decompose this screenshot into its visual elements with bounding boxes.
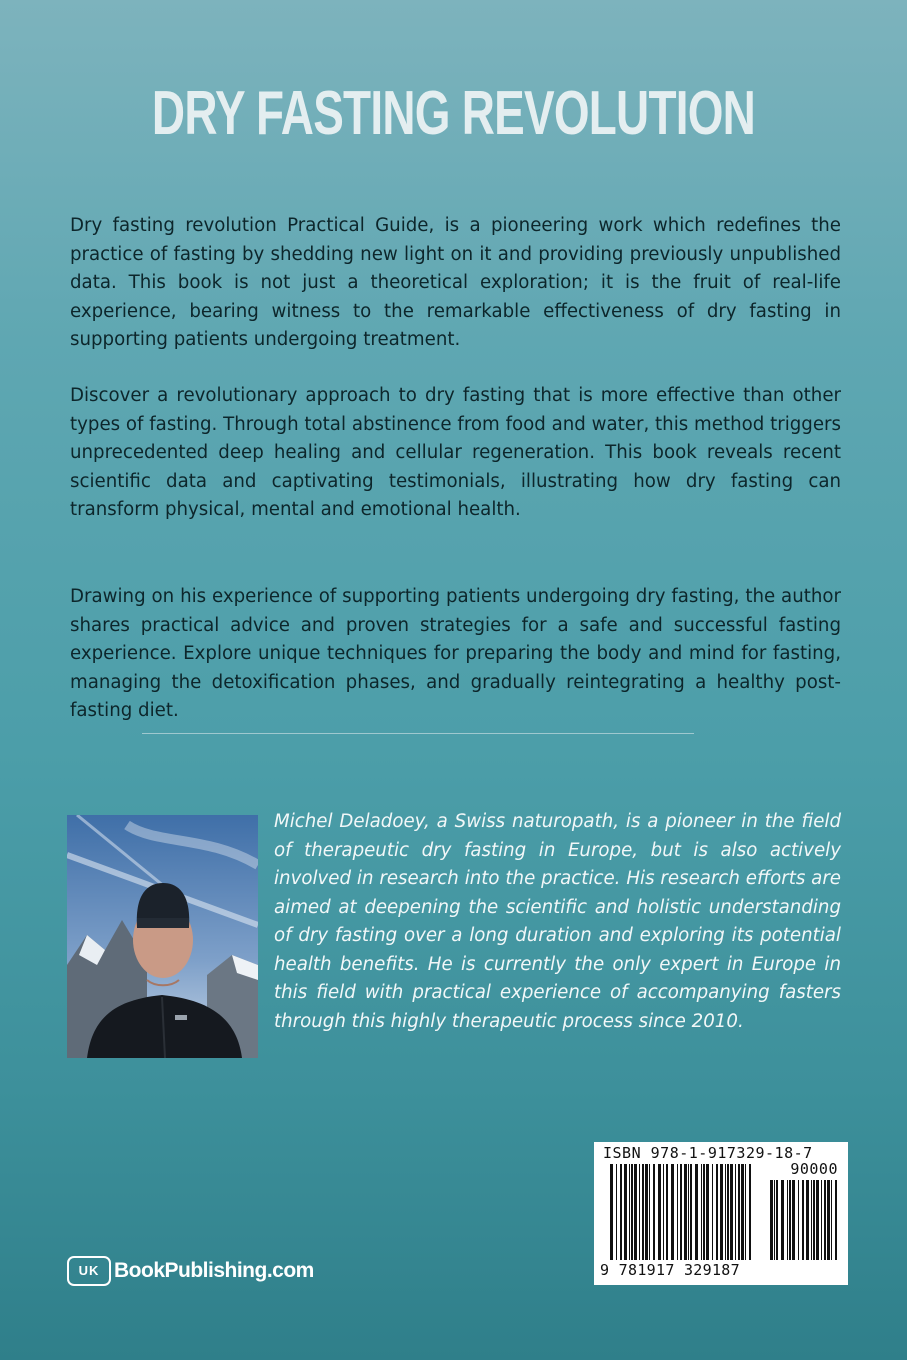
publisher-logo-mark: UK	[67, 1256, 111, 1286]
ean-digits: 9 781917 329187	[600, 1261, 740, 1279]
author-bio: Michel Deladoey, a Swiss naturopath, is a pioneer in the field of therapeutic dry fasting in Europe, but is also actively involved in research into the practice. His research efforts are aimed at deepening the scientific and holistic understanding of dry fasting over a long duration and exploring its potential health benefits. He is currently the only expert in Europe in this field with practical experience of accompanying fasters through this highly therapeutic process since 2010.	[274, 811, 841, 1032]
description-paragraph-1: Dry fasting revolution Practical Guide, is a pioneering work which redefines the practice of fasting by shedding new light on it and providing previously unpublished data. This book is not just a theoretical exploration; it is the fruit of real-life experience, bearing witness to the remarkable effectiveness of dry fasting in supporting patients undergoing treatment.	[70, 215, 841, 351]
isbn-number: ISBN 978-1-917329-18-7	[603, 1144, 813, 1162]
publisher-logo[interactable]	[67, 1254, 314, 1287]
author-photo	[67, 815, 258, 1058]
description-paragraph-3: Drawing on his experience of supporting patients undergoing dry fasting, the author shares practical advice and proven strategies for a safe and successful fasting experience. Explore unique techniques for preparing the body and mind for fasting, managing the detoxification phases, and gradually reintegrating a healthy post-fasting diet.	[70, 586, 841, 722]
isbn-barcode	[594, 1142, 848, 1285]
description-paragraph-2: Discover a revolutionary approach to dry fasting that is more effective than other types of fasting. Through total abstinence from food and water, this method triggers unprecedented deep healing and cellular regeneration. This book reveals recent scientific data and captivating testimonials, illustrating how dry fasting can transform physical, mental and emotional health.	[70, 385, 841, 521]
section-divider	[142, 733, 694, 734]
book-title: DRY FASTING REVOLUTION	[151, 79, 756, 148]
publisher-name: BookPublishing.com	[114, 1258, 314, 1282]
price-code: 90000	[790, 1160, 838, 1178]
